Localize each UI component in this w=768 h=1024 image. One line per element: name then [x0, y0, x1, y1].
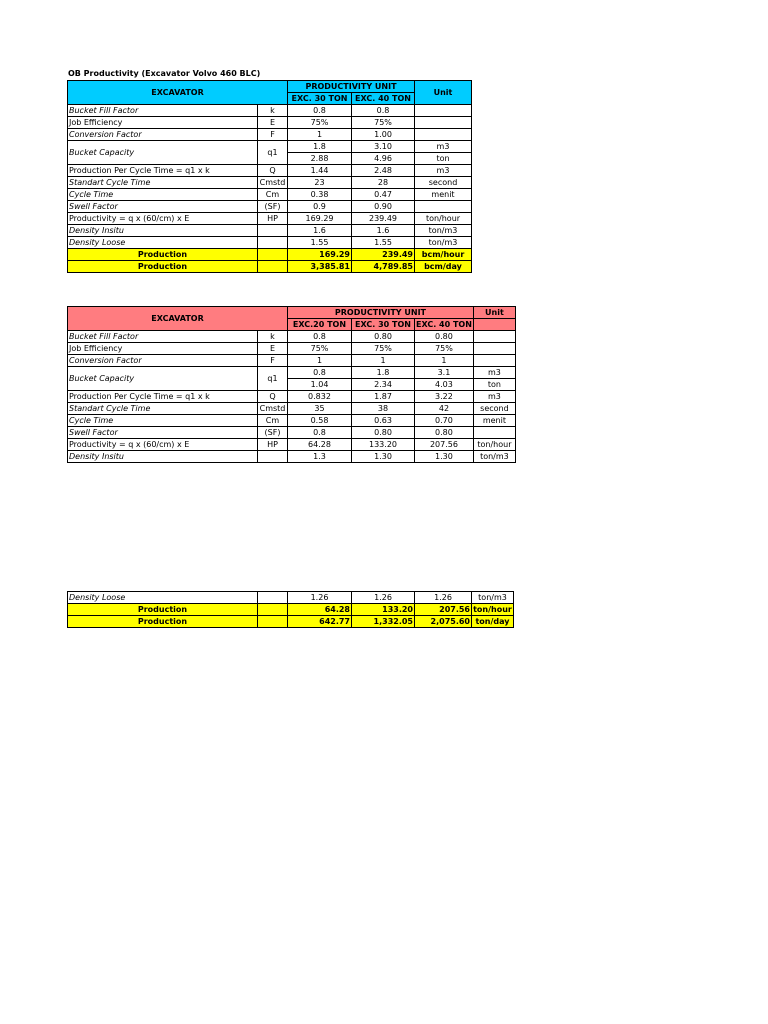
table-row [68, 225, 472, 237]
row-symbol: Cm [258, 189, 288, 201]
production-label: Production [68, 249, 258, 261]
value-cell: 0.832 [288, 391, 352, 403]
value-cell: 0.8 [352, 105, 415, 117]
value-cell: 1.26 [352, 592, 415, 604]
row-label: Swell Factor [68, 427, 258, 439]
unit-cell [415, 117, 472, 129]
value-cell: 1.6 [288, 225, 352, 237]
row-symbol: HP [258, 213, 288, 225]
row-symbol: Cmstd [258, 403, 288, 415]
value-cell: 0.8 [288, 367, 352, 379]
production-value: 2,075.60 [415, 616, 472, 628]
production-unit: ton/hour [473, 605, 512, 614]
sheet-title: OB Productivity (Excavator Volvo 460 BLC) [68, 69, 261, 78]
table-row [68, 141, 472, 153]
col-header: EXC. 30 TON [288, 93, 352, 105]
value-cell: 2.48 [352, 165, 415, 177]
value-cell: 0.80 [415, 331, 474, 343]
value-cell: 1.8 [352, 367, 415, 379]
value-cell: 0.58 [288, 415, 352, 427]
table-row [68, 237, 472, 249]
col-header: EXC. 40 TON [352, 93, 415, 105]
productivity-unit-header: PRODUCTIVITY UNIT [288, 307, 474, 319]
value-cell: 75% [352, 117, 415, 129]
production-value: 207.56 [415, 604, 472, 616]
unit-cell [473, 427, 515, 439]
table-row [68, 105, 472, 117]
row-label: Cycle Time [68, 415, 258, 427]
unit-cell [473, 355, 515, 367]
row-label: Standart Cycle Time [68, 403, 258, 415]
production-value: 3,385.81 [288, 261, 352, 273]
production-label: Production [68, 604, 258, 616]
production-value: 133.20 [352, 604, 415, 616]
unit-cell [415, 129, 472, 141]
table-row [68, 129, 472, 141]
value-cell: 1.26 [288, 592, 352, 604]
unit-cell: ton [415, 153, 472, 165]
row-label: Density Insitu [68, 451, 258, 463]
production-symbol [258, 249, 288, 261]
value-cell: 133.20 [352, 439, 415, 451]
value-cell: 3.10 [352, 141, 415, 153]
row-label: Bucket Fill Factor [68, 105, 258, 117]
row-label: Conversion Factor [68, 129, 258, 141]
unit-cell: ton/hour [473, 439, 515, 451]
value-cell: 0.47 [352, 189, 415, 201]
row-label: Production Per Cycle Time = q1 x k [68, 391, 258, 403]
value-cell: 75% [288, 117, 352, 129]
row-symbol: E [258, 343, 288, 355]
unit-cell: m3 [473, 367, 515, 379]
row-symbol: (SF) [258, 427, 288, 439]
row-symbol [258, 225, 288, 237]
value-cell: 239.49 [352, 213, 415, 225]
table-row [68, 451, 516, 463]
production-label: Production [68, 261, 258, 273]
value-cell: 1 [415, 355, 474, 367]
unit-header: Unit [473, 307, 515, 319]
row-symbol: Q [258, 391, 288, 403]
value-cell: 0.8 [288, 331, 352, 343]
value-cell: 75% [415, 343, 474, 355]
production-unit: bcm/hour [415, 249, 472, 261]
row-symbol [258, 592, 288, 604]
value-cell: 28 [352, 177, 415, 189]
unit-cell [473, 343, 515, 355]
value-cell: 75% [352, 343, 415, 355]
row-symbol: (SF) [258, 201, 288, 213]
row-symbol: k [258, 105, 288, 117]
table-row [68, 415, 516, 427]
row-label: Density Loose [68, 237, 258, 249]
table-row [68, 117, 472, 129]
value-cell: 2.88 [288, 153, 352, 165]
production-value: 1,332.05 [352, 616, 415, 628]
col-header: EXC. 40 TON [416, 320, 472, 329]
production-symbol [258, 616, 288, 628]
unit-cell: m3 [415, 165, 472, 177]
row-symbol: Cm [258, 415, 288, 427]
value-cell: 0.70 [415, 415, 474, 427]
value-cell: 1.55 [288, 237, 352, 249]
row-symbol: q1 [258, 367, 288, 391]
production-value: 169.29 [288, 249, 352, 261]
value-cell: 1 [352, 355, 415, 367]
row-label: Production Per Cycle Time = q1 x k [68, 165, 258, 177]
unit-cell: second [415, 177, 472, 189]
value-cell: 42 [415, 403, 474, 415]
unit-cell: menit [415, 189, 472, 201]
row-symbol: F [258, 355, 288, 367]
productivity-table-continuation [67, 591, 514, 628]
production-unit: ton/day [472, 616, 514, 628]
value-cell: 1.30 [352, 451, 415, 463]
value-cell: 4.03 [415, 379, 474, 391]
table-row [68, 165, 472, 177]
production-row [68, 261, 472, 273]
value-cell: 2.34 [352, 379, 415, 391]
table-row [68, 177, 472, 189]
value-cell: 0.9 [288, 201, 352, 213]
unit-cell: ton/hour [415, 213, 472, 225]
value-cell: 3.1 [415, 367, 474, 379]
row-symbol: k [258, 331, 288, 343]
row-label: Productivity = q x (60/cm) x E [68, 213, 258, 225]
value-cell: 1.87 [352, 391, 415, 403]
row-symbol: Q [258, 165, 288, 177]
value-cell: 1.04 [288, 379, 352, 391]
production-row [68, 616, 514, 628]
value-cell: 64.28 [288, 439, 352, 451]
row-label: Job Efficiency [68, 343, 258, 355]
table-row [68, 213, 472, 225]
table-row [68, 331, 516, 343]
value-cell: 0.38 [288, 189, 352, 201]
row-symbol: HP [258, 439, 288, 451]
production-unit: bcm/day [415, 261, 472, 273]
value-cell: 169.29 [288, 213, 352, 225]
row-symbol [258, 451, 288, 463]
production-value: 4,789.85 [352, 261, 415, 273]
value-cell: 0.8 [288, 427, 352, 439]
table-row [68, 367, 516, 379]
col-header: EXC. 30 TON [352, 319, 415, 331]
production-row [68, 604, 514, 616]
table-row [68, 439, 516, 451]
value-cell: 1.44 [288, 165, 352, 177]
value-cell: 0.63 [352, 415, 415, 427]
value-cell: 3.22 [415, 391, 474, 403]
unit-cell: menit [473, 415, 515, 427]
row-symbol [258, 237, 288, 249]
production-value: 239.49 [352, 249, 415, 261]
row-label: Productivity = q x (60/cm) x E [68, 439, 258, 451]
row-label: Standart Cycle Time [68, 177, 258, 189]
table-row [68, 403, 516, 415]
row-label: Bucket Capacity [68, 141, 258, 165]
table-row [68, 343, 516, 355]
unit-cell: m3 [415, 141, 472, 153]
production-label: Production [68, 616, 258, 628]
value-cell: 1.26 [415, 592, 472, 604]
value-cell: 1.30 [415, 451, 474, 463]
table-row [68, 355, 516, 367]
unit-cell: m3 [473, 391, 515, 403]
productivity-table-volvo [67, 80, 472, 273]
table-row [68, 201, 472, 213]
value-cell: 35 [288, 403, 352, 415]
row-symbol: F [258, 129, 288, 141]
value-cell: 23 [288, 177, 352, 189]
value-cell: 0.80 [352, 331, 415, 343]
col-header: EXC.20 TON [288, 319, 352, 331]
unit-cell [415, 105, 472, 117]
value-cell: 4.96 [352, 153, 415, 165]
value-cell: 0.80 [352, 427, 415, 439]
production-value: 64.28 [288, 604, 352, 616]
row-label: Density Insitu [68, 225, 258, 237]
productivity-unit-header: PRODUCTIVITY UNIT [288, 81, 415, 93]
production-value: 642.77 [288, 616, 352, 628]
value-cell: 0.80 [415, 427, 474, 439]
unit-cell: ton/m3 [473, 451, 515, 463]
productivity-table-excavators [67, 306, 516, 463]
excavator-header: EXCAVATOR [68, 81, 288, 105]
production-symbol [258, 604, 288, 616]
unit-cell [473, 331, 515, 343]
row-label: Bucket Fill Factor [68, 331, 258, 343]
unit-cell: ton/m3 [472, 592, 514, 604]
value-cell: 0.8 [288, 105, 352, 117]
unit-cell: second [473, 403, 515, 415]
row-symbol: E [258, 117, 288, 129]
unit-cell: ton/m3 [415, 237, 472, 249]
unit-cell: ton/m3 [415, 225, 472, 237]
value-cell: 1.00 [352, 129, 415, 141]
row-label: Swell Factor [68, 201, 258, 213]
value-cell: 1.6 [352, 225, 415, 237]
production-symbol [258, 261, 288, 273]
row-label: Bucket Capacity [68, 367, 258, 391]
row-label: Cycle Time [68, 189, 258, 201]
excavator-header: EXCAVATOR [68, 307, 288, 331]
table-row [68, 189, 472, 201]
production-row [68, 249, 472, 261]
unit-cell: ton [473, 379, 515, 391]
value-cell: 1 [288, 355, 352, 367]
table-row [68, 391, 516, 403]
row-label: Job Efficiency [68, 117, 258, 129]
value-cell: 1.55 [352, 237, 415, 249]
value-cell: 1.8 [288, 141, 352, 153]
value-cell: 1 [288, 129, 352, 141]
value-cell: 0.90 [352, 201, 415, 213]
value-cell: 207.56 [415, 439, 474, 451]
row-symbol: Cmstd [258, 177, 288, 189]
unit-cell [415, 201, 472, 213]
value-cell: 1.3 [288, 451, 352, 463]
row-label: Density Loose [68, 592, 258, 604]
unit-header: Unit [415, 81, 472, 105]
table-row [68, 592, 514, 604]
row-symbol: q1 [258, 141, 288, 165]
value-cell: 75% [288, 343, 352, 355]
table-row [68, 427, 516, 439]
row-label: Conversion Factor [68, 355, 258, 367]
value-cell: 38 [352, 403, 415, 415]
